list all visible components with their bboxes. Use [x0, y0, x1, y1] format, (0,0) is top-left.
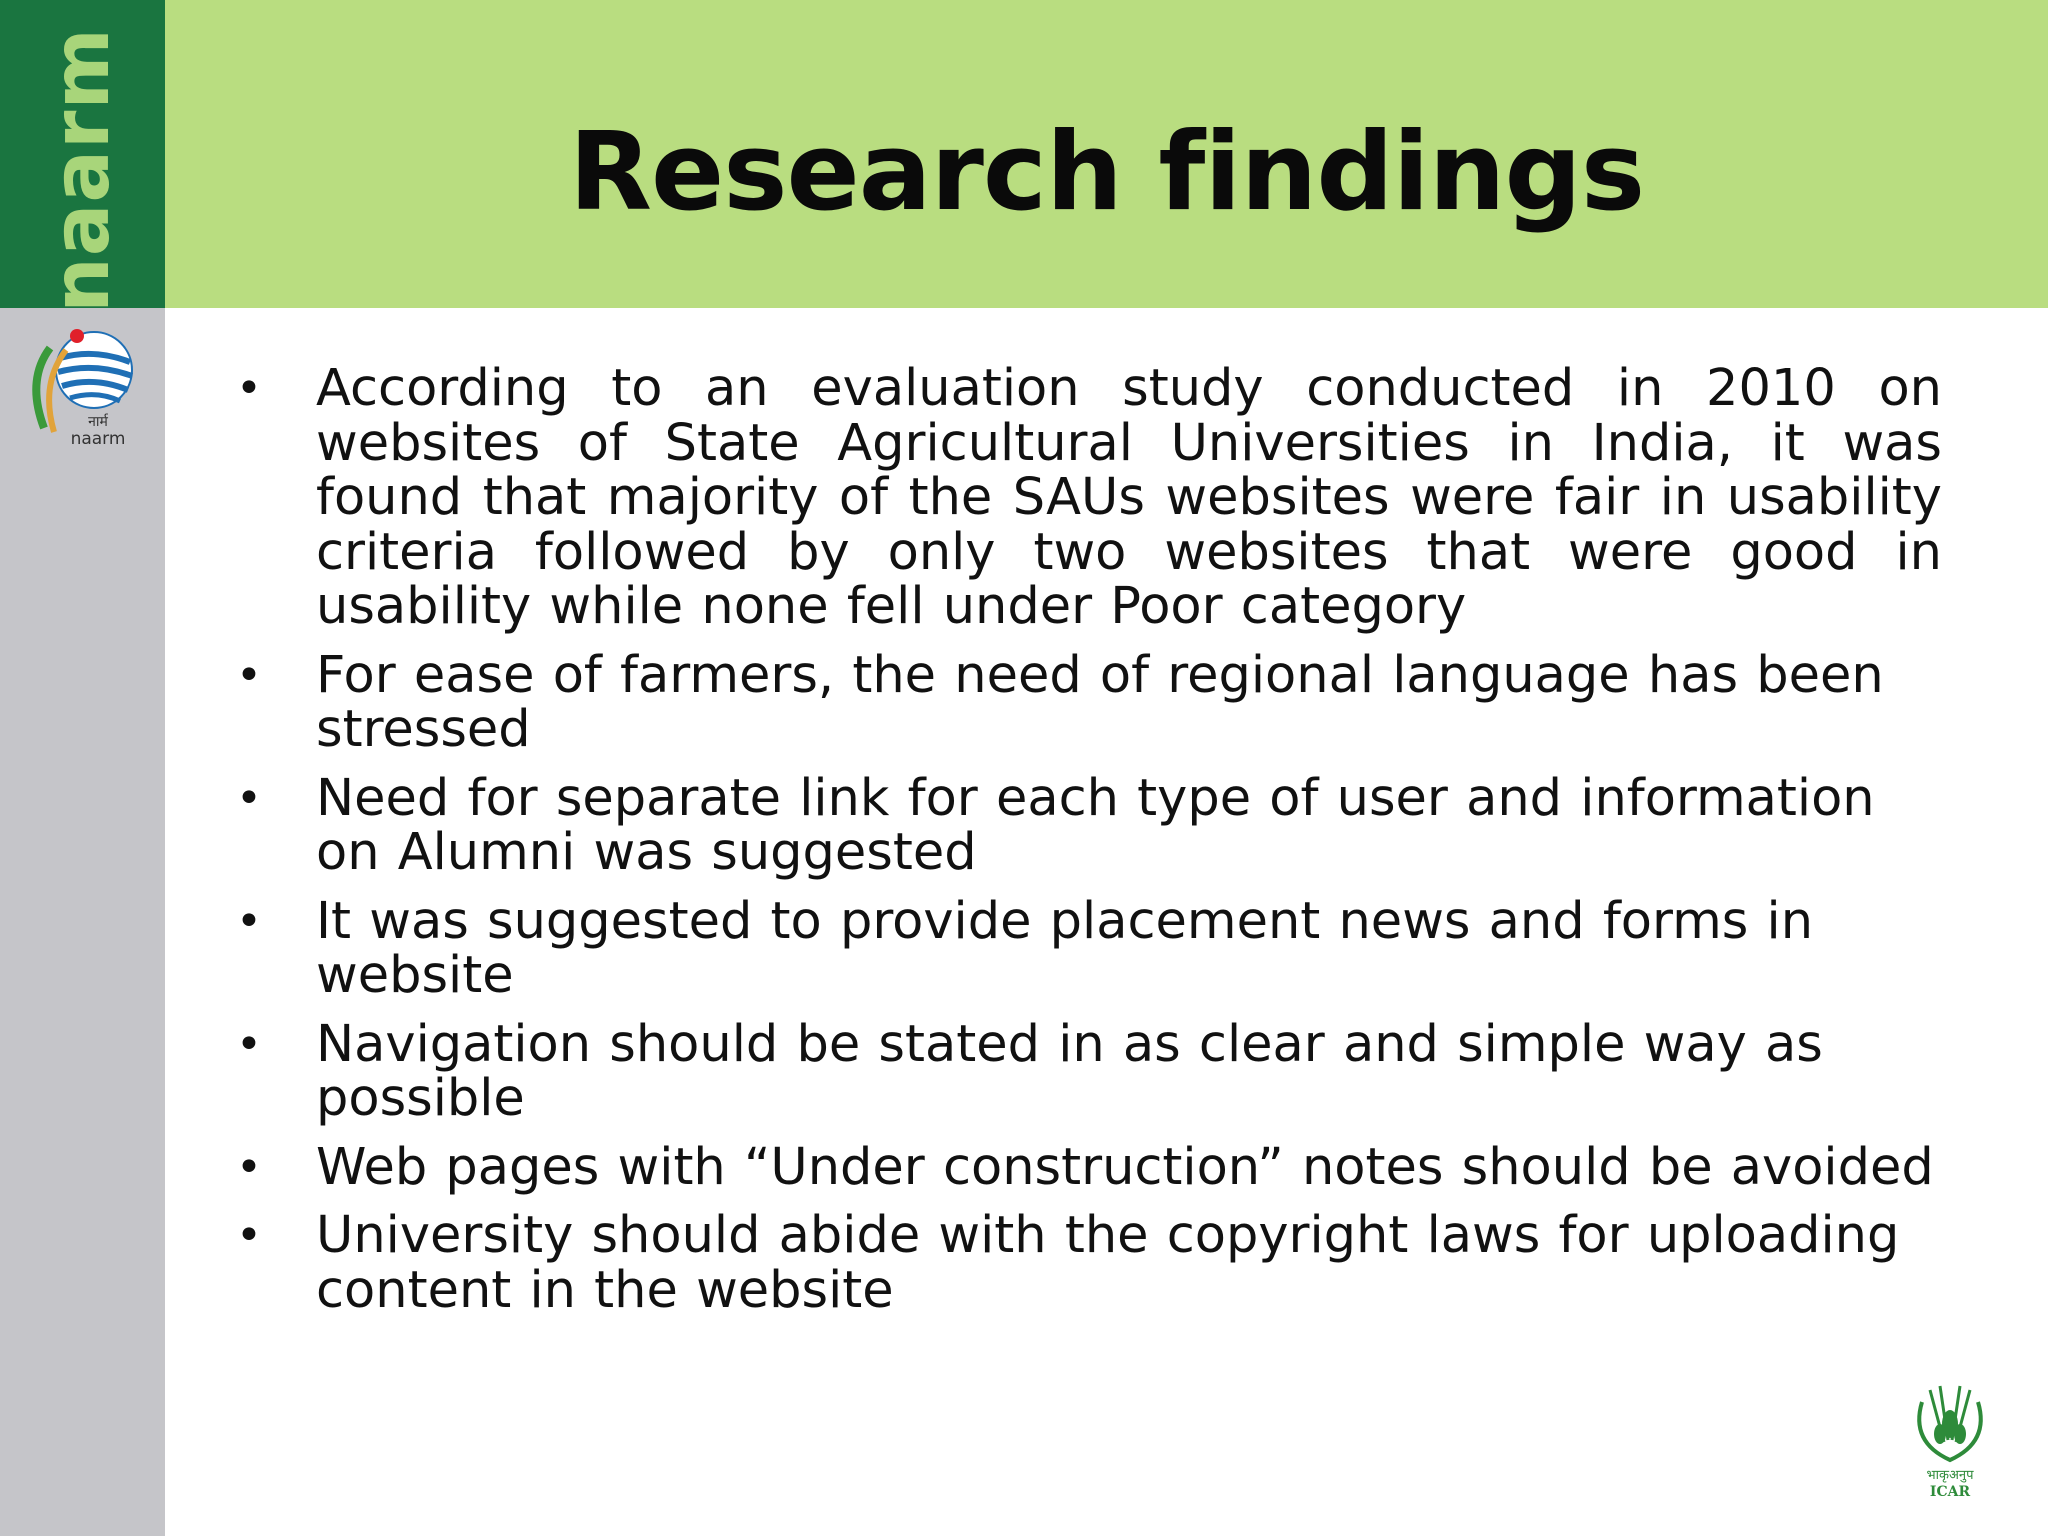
left-sidebar: [0, 0, 165, 1536]
bullet-item: [230, 1137, 1942, 1197]
bullet-point-icon: •: [236, 772, 262, 824]
bullet-point-icon: •: [236, 1141, 262, 1193]
bullet-point-icon: •: [236, 649, 262, 701]
bullet-text: Web pages with “Under construction” notes should be avoided: [316, 1137, 1934, 1197]
naarm-wordmark: naarm: [37, 27, 127, 313]
bullet-point-icon: •: [236, 1018, 262, 1070]
naarm-logo-hindi-label: नार्म: [88, 414, 108, 430]
title-header: [165, 0, 2048, 308]
naarm-logo-label: naarm: [70, 429, 126, 449]
brand-block: [0, 0, 165, 313]
bullet-text: It was suggested to provide placement news and forms in website: [316, 891, 1814, 1005]
slide-title: Research findings: [568, 110, 1645, 235]
bullet-item: [230, 359, 1942, 636]
bullet-text: Need for separate link for each type of user and information on Alumni was suggested: [316, 768, 1875, 882]
icar-logo-label: ICAR: [1929, 1484, 1971, 1500]
bullet-point-icon: •: [236, 895, 262, 947]
bullet-point-icon: •: [236, 1210, 262, 1261]
slide-content: [230, 359, 1942, 1332]
bullet-item: [230, 1206, 1942, 1320]
icar-logo-icon: [1900, 1382, 2000, 1502]
bullet-text: Navigation should be stated in as clear and simple way as possible: [316, 1014, 1823, 1128]
findings-list: [230, 359, 1942, 1320]
bullet-text: According to an evaluation study conducted in 2010 on websites of State Agricultural Universities in India, it was found that majority of the SAUs websites were fair in usability criteria followed by only two websites that were good in usability while none fell under Poor category: [316, 359, 1942, 636]
naarm-logo-icon: [22, 328, 142, 453]
bullet-item: [230, 768, 1942, 882]
bullet-item: [230, 645, 1942, 759]
bullet-text: For ease of farmers, the need of regional language has been stressed: [316, 645, 1884, 759]
bullet-point-icon: •: [236, 363, 262, 414]
bullet-text: University should abide with the copyright laws for uploading content in the website: [316, 1206, 1900, 1320]
icar-logo-hindi-label: भाकृअनुप: [1926, 1468, 1974, 1483]
bullet-item: [230, 891, 1942, 1005]
bullet-item: [230, 1014, 1942, 1128]
